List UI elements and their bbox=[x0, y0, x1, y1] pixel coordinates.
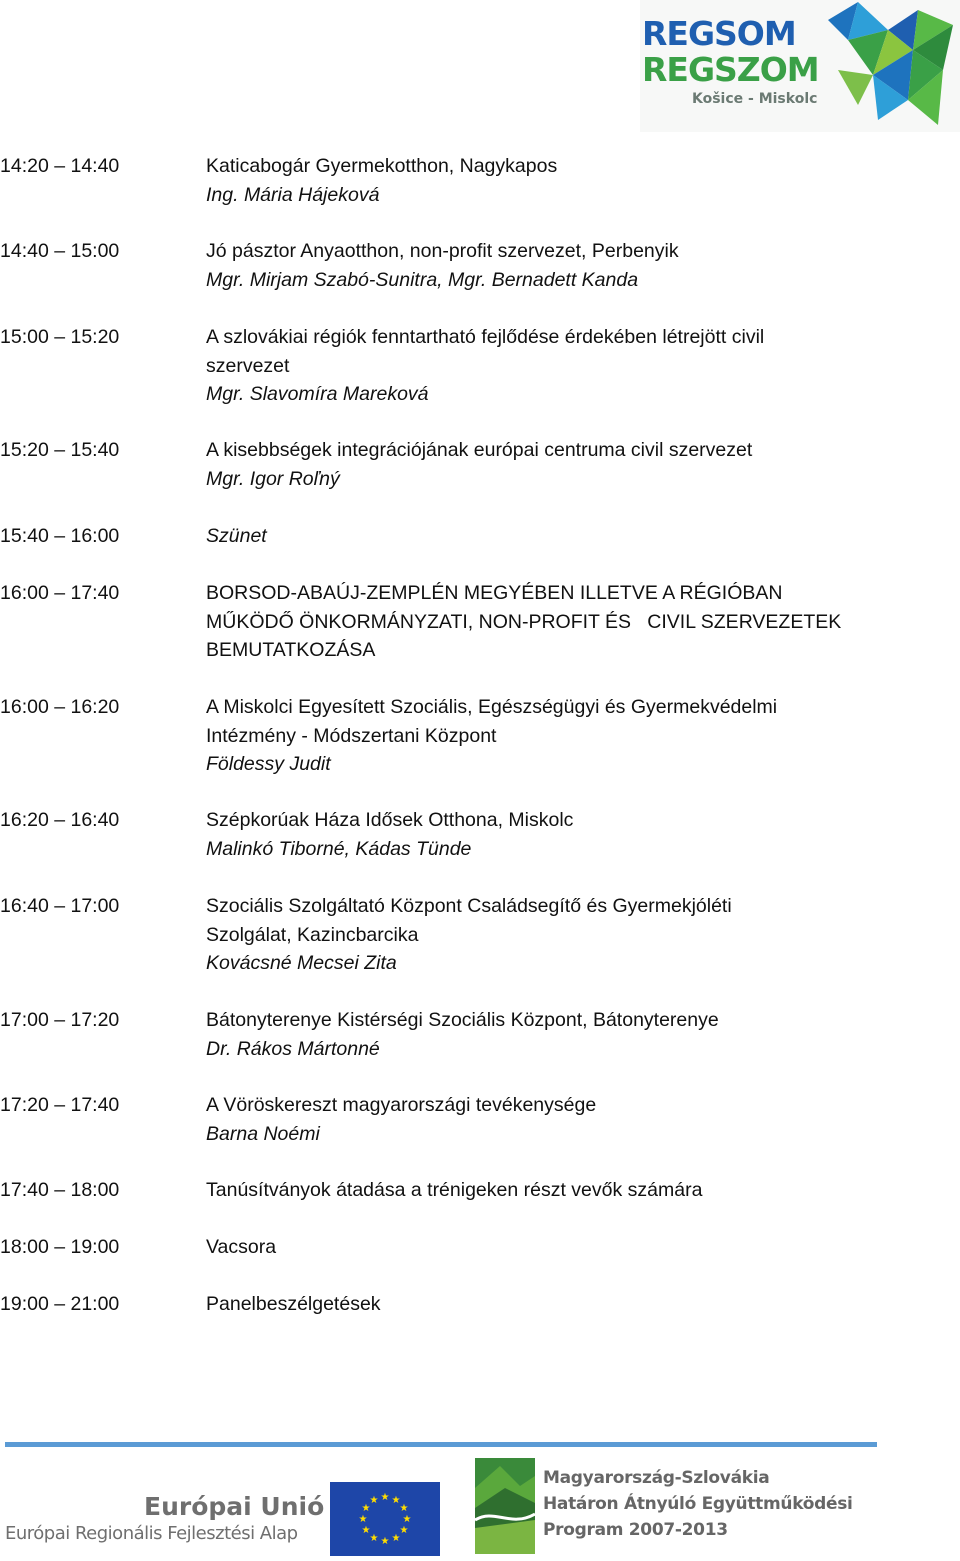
svg-text:★: ★ bbox=[361, 1525, 371, 1536]
session-speaker: Mgr. Mirjam Szabó-Sunitra, Mgr. Bernadett Kanda bbox=[206, 268, 639, 291]
eu-subtitle: Európai Regionális Fejlesztési Alap bbox=[5, 1523, 298, 1544]
svg-text:★: ★ bbox=[380, 1536, 390, 1547]
time-slot: 16:00 – 16:20 bbox=[0, 696, 120, 718]
session-title: Bátonyterenye Kistérségi Szociális Központ, Bátonyterenye bbox=[206, 1009, 719, 1031]
session-description bbox=[206, 152, 906, 209]
regsom-logo bbox=[640, 0, 960, 132]
logo-line-1: REGSOM bbox=[642, 14, 796, 53]
triangle-mosaic-logo-icon bbox=[818, 0, 960, 132]
time-slot: 17:20 – 17:40 bbox=[0, 1094, 120, 1116]
section-heading-cont: MŰKÖDŐ ÖNKORMÁNYZATI, NON-PROFIT ÉS CIVIL SZERVEZETEK bbox=[206, 610, 842, 633]
session-description bbox=[206, 1091, 906, 1148]
session-title: Szociális Szolgáltató Központ Családsegítő és Gyermekjóléti bbox=[206, 895, 732, 917]
svg-text:★: ★ bbox=[391, 1533, 401, 1544]
mountain-landscape-logo-icon bbox=[475, 1458, 535, 1554]
time-slot: 16:00 – 17:40 bbox=[0, 582, 120, 604]
svg-text:★: ★ bbox=[391, 1495, 401, 1506]
session-speaker: Ing. Mária Hájeková bbox=[206, 183, 380, 206]
session-description bbox=[206, 237, 906, 294]
session-speaker: Mgr. Igor Roľný bbox=[206, 467, 340, 490]
session-title: Panelbeszélgetések bbox=[206, 1293, 381, 1315]
session-title-cont: szervezet bbox=[206, 354, 290, 377]
eu-title: Európai Unió bbox=[144, 1492, 325, 1521]
session-description bbox=[206, 323, 906, 409]
session-title: A Miskolci Egyesített Szociális, Egészségügyi és Gyermekvédelmi bbox=[206, 696, 778, 718]
time-slot: 19:00 – 21:00 bbox=[0, 1293, 120, 1315]
time-slot: 17:40 – 18:00 bbox=[0, 1179, 120, 1201]
session-speaker: Barna Noémi bbox=[206, 1122, 320, 1145]
section-heading-cont: BEMUTATKOZÁSA bbox=[206, 639, 376, 661]
footer-divider bbox=[5, 1442, 877, 1447]
session-description bbox=[206, 892, 906, 978]
logo-line-2: REGSZOM bbox=[642, 50, 819, 89]
session-title: Vacsora bbox=[206, 1236, 277, 1258]
session-title: A kisebbségek integrációjának európai centruma civil szervezet bbox=[206, 439, 753, 461]
time-slot: 15:20 – 15:40 bbox=[0, 439, 120, 461]
time-slot: 16:40 – 17:00 bbox=[0, 895, 120, 917]
logo-subtitle: Košice - Miskolc bbox=[692, 91, 818, 107]
session-title: Tanúsítványok átadása a trénigeken részt vevők számára bbox=[206, 1179, 703, 1201]
session-speaker: Kovácsné Mecsei Zita bbox=[206, 952, 397, 974]
session-description bbox=[206, 1290, 906, 1319]
eu-flag-icon bbox=[330, 1482, 440, 1556]
program-line-1: Magyarország-Szlovákia bbox=[543, 1468, 770, 1488]
session-speaker: Földessy Judit bbox=[206, 753, 331, 775]
session-description bbox=[206, 522, 906, 551]
time-slot: 15:40 – 16:00 bbox=[0, 525, 120, 547]
session-title: Jó pásztor Anyaotthon, non-profit szervezet, Perbenyik bbox=[206, 240, 679, 262]
session-description bbox=[206, 1006, 906, 1063]
session-title-cont: Szolgálat, Kazincbarcika bbox=[206, 923, 419, 946]
session-description bbox=[206, 1176, 906, 1205]
svg-text:★: ★ bbox=[399, 1503, 409, 1514]
time-slot: 14:40 – 15:00 bbox=[0, 240, 120, 262]
svg-text:★: ★ bbox=[369, 1533, 379, 1544]
time-slot: 15:00 – 15:20 bbox=[0, 326, 120, 348]
session-title: Katicabogár Gyermekotthon, Nagykapos bbox=[206, 155, 558, 177]
program-line-2: Határon Átnyúló Együttműködési bbox=[543, 1494, 853, 1514]
time-slot: 14:20 – 14:40 bbox=[0, 155, 120, 177]
session-title-cont: Intézmény - Módszertani Központ bbox=[206, 724, 497, 747]
svg-text:★: ★ bbox=[402, 1514, 412, 1525]
svg-text:★: ★ bbox=[399, 1525, 409, 1536]
svg-text:★: ★ bbox=[358, 1514, 368, 1525]
section-heading: BORSOD-ABAÚJ-ZEMPLÉN MEGYÉBEN ILLETVE A RÉGIÓBAN bbox=[206, 582, 783, 604]
session-description bbox=[206, 693, 906, 779]
program-line-3: Program 2007-2013 bbox=[543, 1520, 728, 1540]
session-title: Szünet bbox=[206, 525, 267, 547]
session-description bbox=[206, 579, 906, 665]
svg-text:★: ★ bbox=[361, 1503, 371, 1514]
session-title: Szépkorúak Háza Idősek Otthona, Miskolc bbox=[206, 809, 574, 831]
time-slot: 16:20 – 16:40 bbox=[0, 809, 120, 831]
time-slot: 18:00 – 19:00 bbox=[0, 1236, 120, 1258]
svg-text:★: ★ bbox=[369, 1495, 379, 1506]
session-speaker: Malinkó Tiborné, Kádas Tünde bbox=[206, 837, 472, 860]
session-speaker: Mgr. Slavomíra Mareková bbox=[206, 383, 429, 405]
time-slot: 17:00 – 17:20 bbox=[0, 1009, 120, 1031]
session-description bbox=[206, 436, 906, 493]
session-title: A szlovákiai régiók fenntartható fejlődése érdekében létrejött civil bbox=[206, 326, 765, 348]
session-description bbox=[206, 1233, 906, 1262]
svg-text:★: ★ bbox=[380, 1492, 390, 1503]
session-title: A Vöröskereszt magyarországi tevékenysége bbox=[206, 1094, 597, 1116]
session-description bbox=[206, 806, 906, 863]
session-speaker: Dr. Rákos Mártonné bbox=[206, 1037, 380, 1060]
